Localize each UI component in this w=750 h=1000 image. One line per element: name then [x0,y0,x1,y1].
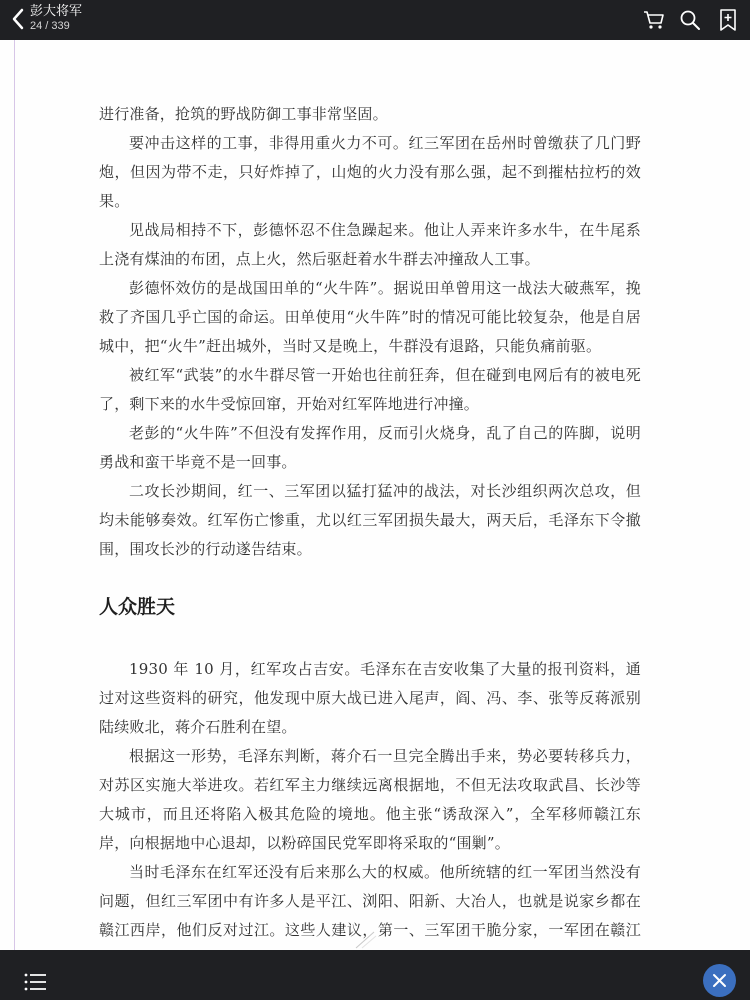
search-icon[interactable] [678,8,702,32]
bookmark-add-icon[interactable] [716,8,740,32]
section-heading: 人众胜天 [99,596,176,618]
page-curl-icon[interactable] [352,928,380,950]
bottom-toolbar [0,950,750,1000]
paragraph: 要冲击这样的工事，非得用重火力不可。红三军团在岳州时曾缴获了几门野炮，但因为带不走，只好炸掉了，山炮的火力没有那么强，起不到摧枯拉朽的效果。 [99,134,641,210]
close-button[interactable] [703,964,736,997]
paragraph: 老彭的“火牛阵”不但没有发挥作用，反而引火烧身，乱了自己的阵脚，说明勇战和蛮干毕竟不是一回事。 [99,424,641,471]
paragraph: 当时毛泽东在红军还没有后来那么大的权威。他所统辖的红一军团当然没有问题，但红三军团中有许多人是平江、浏阳、阳新、大冶人，也就是说家乡都在赣江西岸，他们反对过江。这些人建议，第一、三军团干脆分家，一军团在赣江 [99,863,641,939]
paragraph: 见战局相持不下，彭德怀忍不住急躁起来。他让人弄来许多水牛，在牛尾系上浇有煤油的布团，点上火，然后驱赶着水牛群去冲撞敌人工事。 [99,221,641,268]
paragraph: 彭德怀效仿的是战国田单的“火牛阵”。据说田单曾用这一战法大破燕军，挽救了齐国几乎亡国的命运。田单使用“火牛阵”时的情况可能比较复杂，他是自居城中，把“火牛”赶出城外，当时又是晚上，牛群没有退路，只能负痛前驱。 [99,279,641,355]
page-content [99,100,641,974]
list-menu-icon[interactable] [24,972,48,992]
cart-icon[interactable] [642,8,666,32]
page-indicator: 24 / 339 [30,20,70,32]
paragraph: 二攻长沙期间，红一、三军团以猛打猛冲的战法，对长沙组织两次总攻，但均未能够奏效。红军伤亡惨重，尤以红三军团损失最大，两天后，毛泽东下令撤围，围攻长沙的行动遂告结束。 [99,482,641,558]
paragraph: 进行准备，抢筑的野战防御工事非常坚固。 [99,105,388,123]
paragraph: 被红军“武装”的水牛群尽管一开始也往前狂奔，但在碰到电网后有的被电死了，剩下来的水牛受惊回窜，开始对红军阵地进行冲撞。 [99,366,641,413]
page-spine-line [14,40,15,950]
top-toolbar [0,0,750,40]
paragraph: 1930 年 10 月，红军攻占吉安。毛泽东在吉安收集了大量的报刊资料，通过对这些资料的研究，他发现中原大战已进入尾声，阎、冯、李、张等反蒋派别陆续败北，蒋介石胜利在望。 [99,660,641,736]
book-title: 彭大将军 [30,3,83,18]
close-icon [712,973,727,988]
book-title-block[interactable] [30,2,82,34]
chevron-left-icon[interactable] [8,6,30,32]
paragraph: 根据这一形势，毛泽东判断，蒋介石一旦完全腾出手来，势必要转移兵力，对苏区实施大举进攻。若红军主力继续远离根据地，不但无法攻取武昌、长沙等大城市，而且还将陷入极其危险的境地。他主张“诱敌深入”，全军移师赣江东岸，向根据地中心退却，以粉碎国民党军即将采取的“围剿”。 [99,747,641,852]
